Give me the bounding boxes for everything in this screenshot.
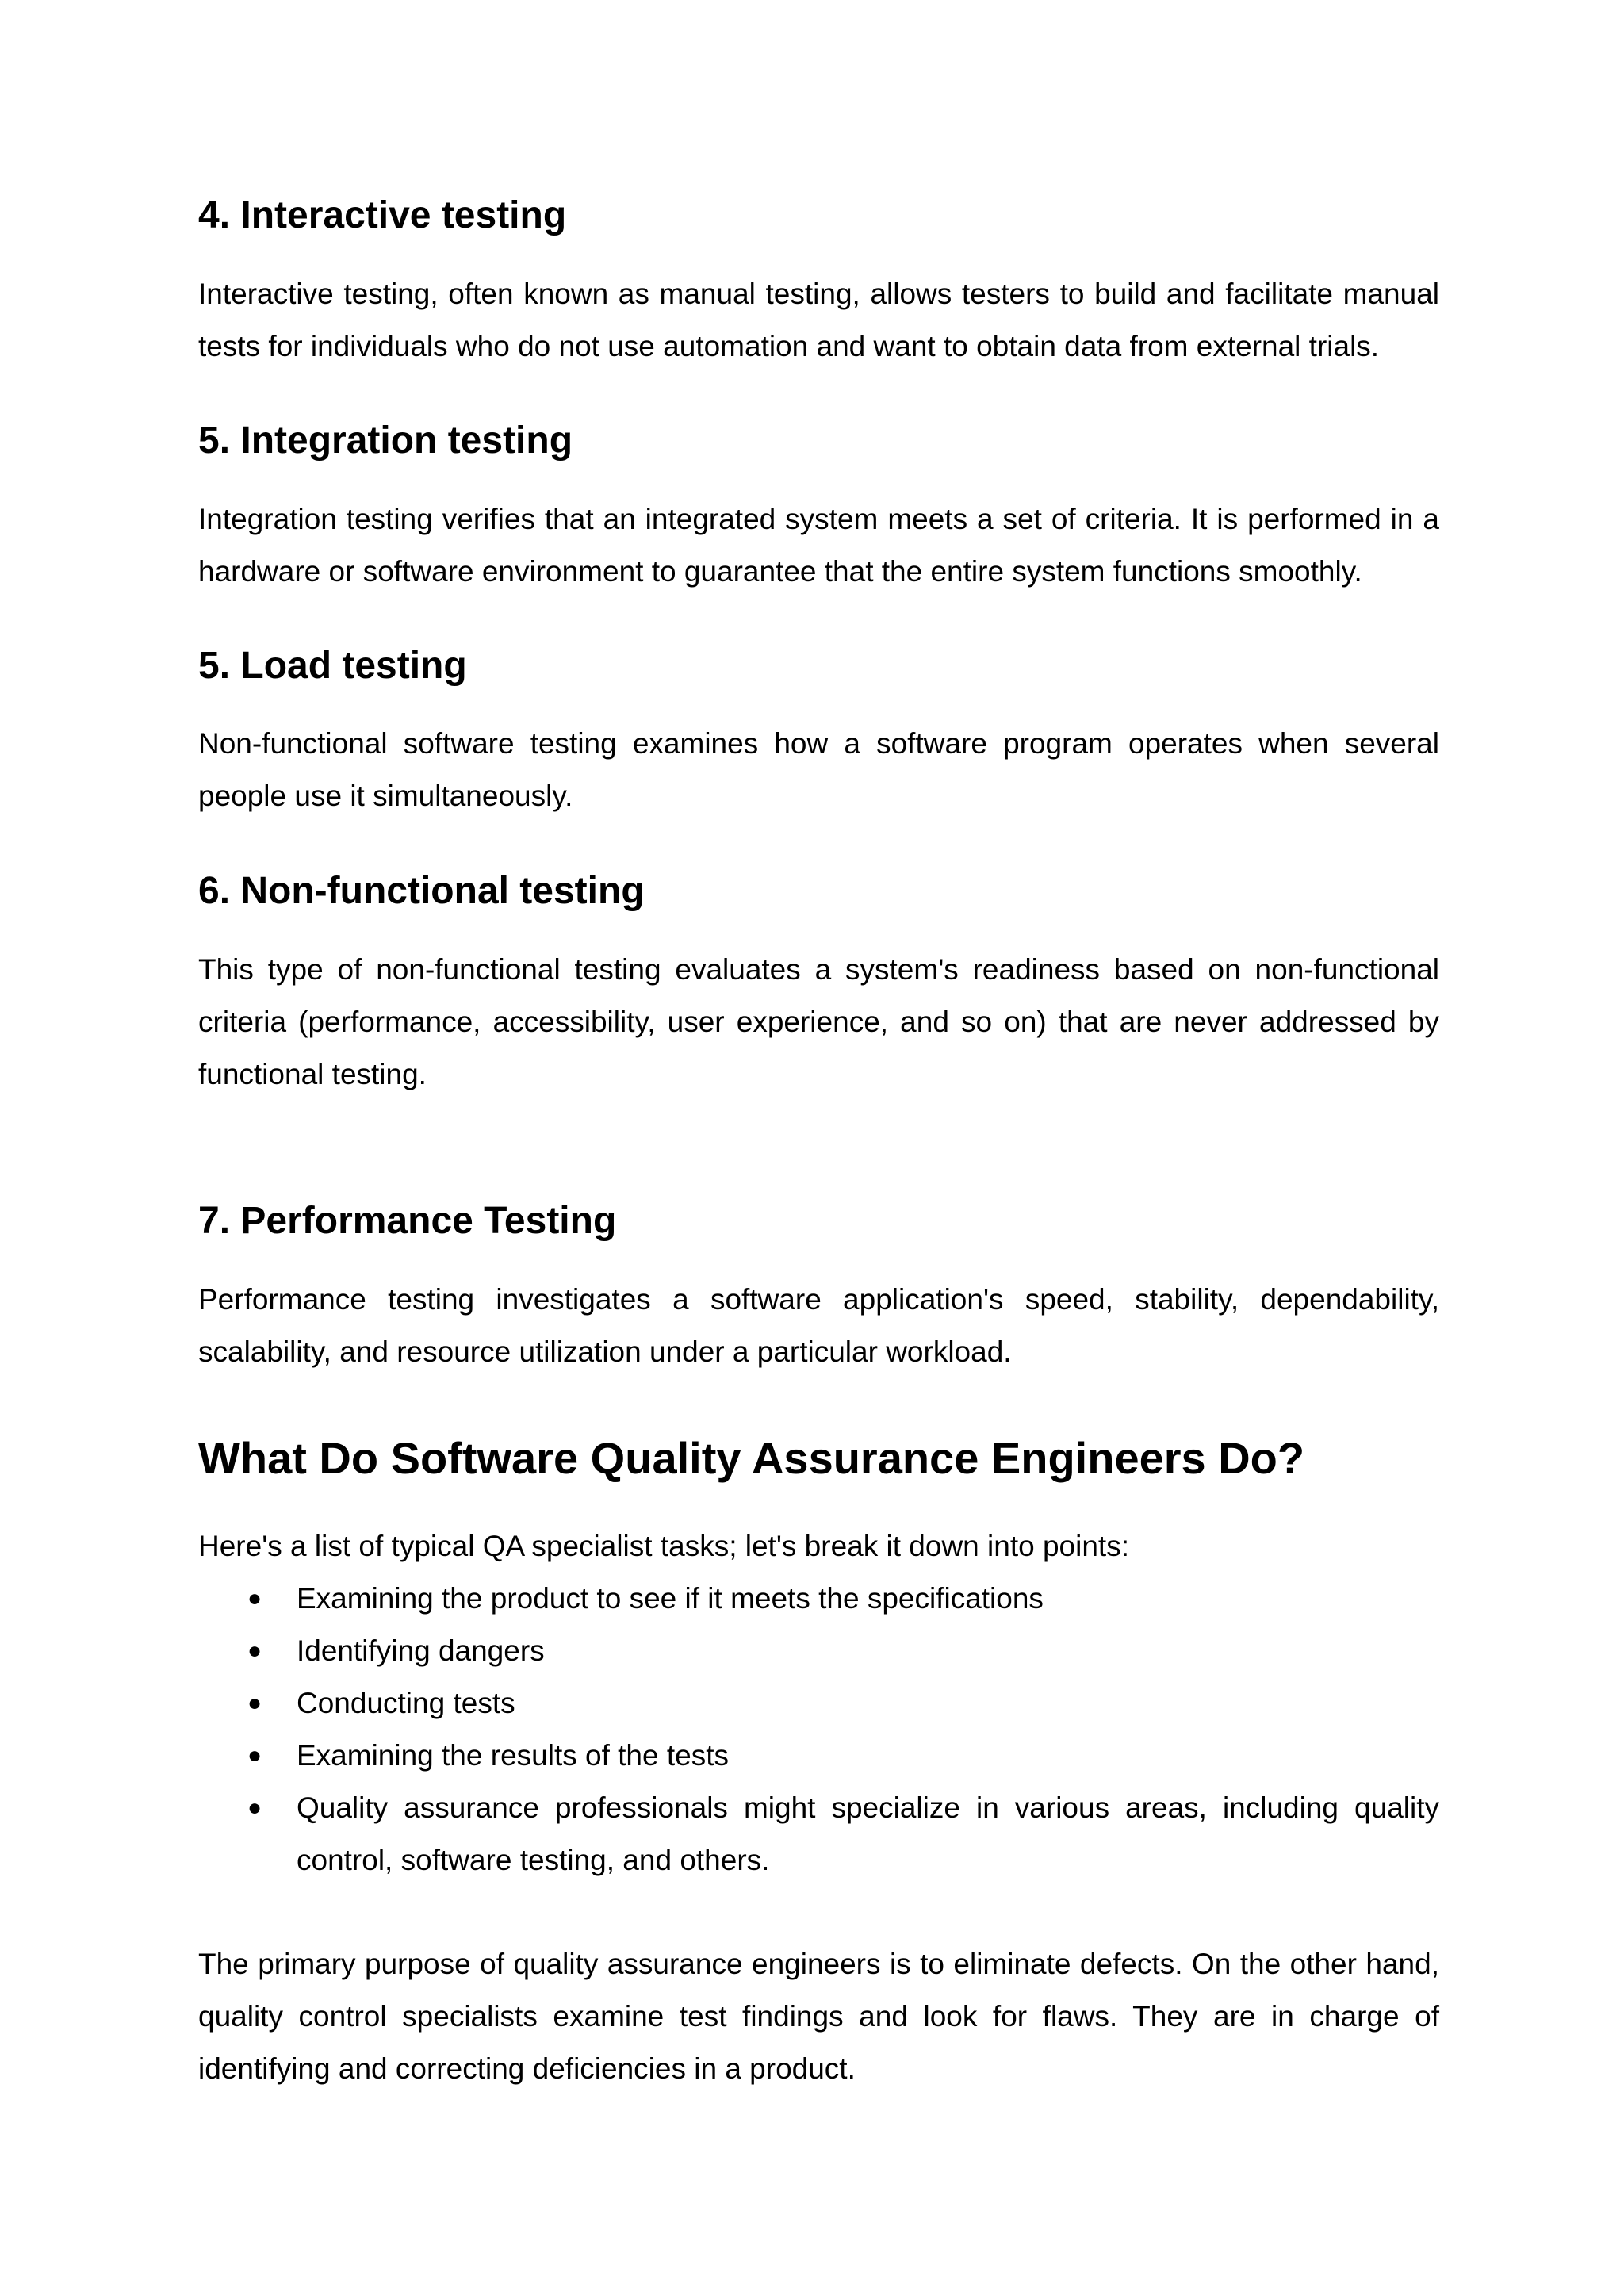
list-item [198, 1573, 1439, 1625]
section-heading: 6. Non-functional testing [198, 870, 645, 912]
list-item [198, 1677, 1439, 1730]
section-interactive-testing [198, 193, 1439, 238]
list-item-text: Examining the product to see if it meets the specifications [297, 1582, 1044, 1615]
bullet-icon: ● [247, 1742, 262, 1768]
section-performance-testing [198, 1199, 1439, 1243]
list-item-text: Conducting tests [297, 1687, 515, 1719]
section-integration-testing-body [198, 493, 1439, 598]
bullet-icon: ● [247, 1638, 262, 1664]
section-body: Non-functional software testing examines how a software program operates when several people use it simultaneously. [198, 727, 1439, 812]
qa-task-list-block [198, 1573, 1439, 1887]
section-body: Performance testing investigates a software application's speed, stability, dependability, scalability, and resource utilization under a particular workload. [198, 1283, 1439, 1368]
list-item-text: Examining the results of the tests [297, 1739, 729, 1772]
qa-intro-block [198, 1520, 1439, 1573]
section-load-testing [198, 644, 1439, 688]
section-body: Integration testing verifies that an integrated system meets a set of criteria. It is performed in a hardware or software environment to guarantee that the entire system functions smoothly. [198, 503, 1439, 588]
section-non-functional-testing [198, 869, 1439, 914]
bullet-icon: ● [247, 1795, 262, 1821]
section-body: This type of non-functional testing evaluates a system's readiness based on non-functional criteria (performance, accessibility, user experience, and so on) that are never addressed by functional testing. [198, 953, 1439, 1090]
bullet-icon: ● [247, 1690, 262, 1716]
section-heading: 5. Integration testing [198, 420, 573, 462]
section-heading: 4. Interactive testing [198, 194, 567, 236]
section-heading: 7. Performance Testing [198, 1200, 617, 1242]
qa-task-list [198, 1573, 1439, 1887]
section-load-testing-body [198, 718, 1439, 822]
qa-heading: What Do Software Quality Assurance Engineers Do? [198, 1433, 1305, 1483]
list-item [198, 1782, 1439, 1887]
section-integration-testing [198, 419, 1439, 463]
list-item [198, 1730, 1439, 1782]
list-item-text: Identifying dangers [297, 1634, 545, 1667]
section-performance-testing-body [198, 1274, 1439, 1378]
qa-intro: Here's a list of typical QA specialist tasks; let's break it down into points: [198, 1530, 1129, 1562]
section-heading: 5. Load testing [198, 645, 467, 687]
section-non-functional-testing-body [198, 944, 1439, 1101]
section-body: Interactive testing, often known as manual testing, allows testers to build and facilitate manual tests for individuals who do not use automation and want to obtain data from external trials. [198, 278, 1439, 362]
qa-section [198, 1432, 1439, 1485]
qa-closing: The primary purpose of quality assurance engineers is to eliminate defects. On the other hand, quality control specialists examine test findings and look for flaws. They are in charge of identifying and correcting deficiencies in a product. [198, 1948, 1439, 2085]
qa-closing-block [198, 1938, 1439, 2095]
list-item [198, 1625, 1439, 1677]
list-item-text: Quality assurance professionals might specialize in various areas, including quality control, software testing, and others. [297, 1791, 1439, 1876]
bullet-icon: ● [247, 1585, 262, 1611]
section-interactive-testing-body [198, 268, 1439, 373]
